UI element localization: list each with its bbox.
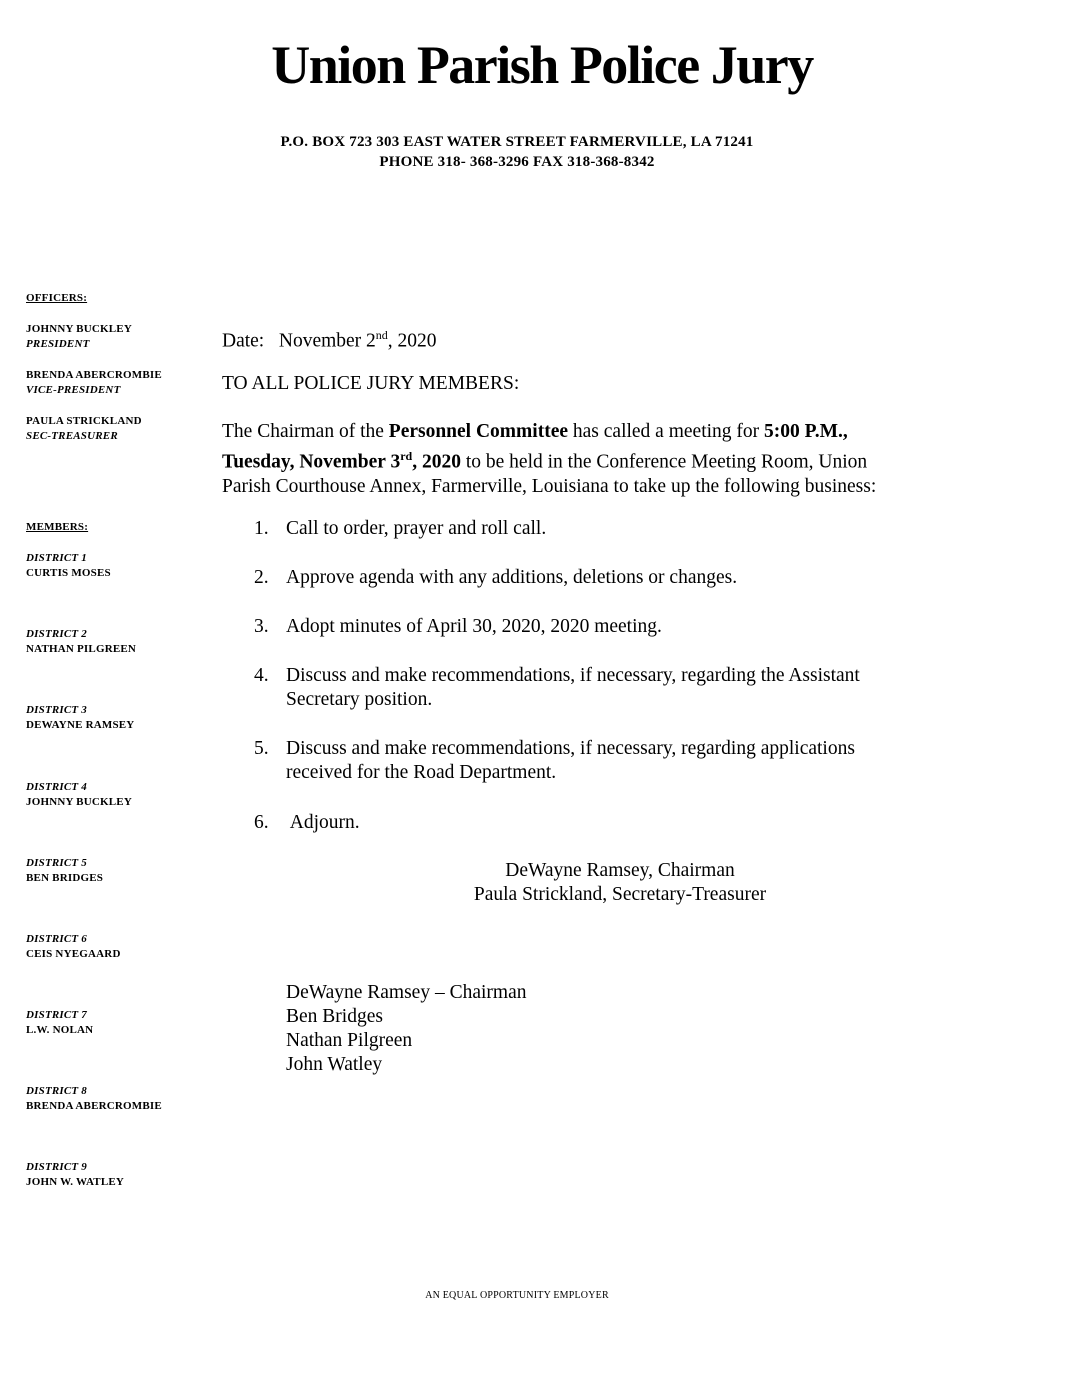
officer-entry [26,322,132,352]
date-year: , 2020 [387,330,437,352]
member-district: DISTRICT 5 [26,857,87,869]
officer-name: JOHNNY BUCKLEY [26,323,132,335]
member-entry [26,932,121,962]
page-title: Union Parish Police Jury [271,35,813,95]
members-heading: MEMBERS: [26,521,89,533]
intro-paragraph [222,420,1012,499]
committee-member: DeWayne Ramsey – Chairman [286,982,527,1003]
phone-line: PHONE 318- 368-3296 FAX 318-368-8342 [379,154,655,170]
member-entry [26,703,134,733]
member-name: BEN BRIDGES [26,872,104,884]
member-district: DISTRICT 2 [26,628,87,640]
officer-name: BRENDA ABERCROMBIE [26,369,162,381]
agenda-text: Discuss and make recommendations, if necessary, regarding the Assistant [286,665,860,686]
address-line: P.O. BOX 723 303 EAST WATER STREET FARMERVILLE, LA 71241 [280,134,754,150]
agenda-number: 6. [254,812,269,833]
member-entry [26,780,132,810]
agenda-text: Adopt minutes of April 30, 2020, 2020 meeting. [286,616,662,637]
intro-text: has called a meeting for [568,421,765,442]
agenda-number: 1. [254,518,269,539]
agenda-text: Discuss and make recommendations, if necessary, regarding applications [286,738,855,759]
member-name: CEIS NYEGAARD [26,948,121,960]
member-entry [26,551,111,581]
agenda-number: 4. [254,665,269,686]
member-name: JOHNNY BUCKLEY [26,796,132,808]
meeting-day-suffix: rd [400,449,413,463]
signature-chairman: DeWayne Ramsey, Chairman [505,860,735,881]
footer-text: AN EQUAL OPPORTUNITY EMPLOYER [425,1290,609,1301]
committee-member: Nathan Pilgreen [286,1030,413,1051]
agenda-text: Call to order, prayer and roll call. [286,518,547,539]
officer-role: PRESIDENT [26,338,90,350]
agenda-text: Approve agenda with any additions, deletions or changes. [286,567,738,588]
officer-role: VICE-PRESIDENT [26,384,121,396]
committee-member: John Watley [286,1054,383,1075]
meeting-year: , 2020 [412,451,461,473]
agenda-text: received for the Road Department. [286,762,557,783]
member-entry [26,1160,124,1190]
member-name: JOHN W. WATLEY [26,1176,125,1188]
intro-text: to be held in the Conference Meeting Room, Union [460,451,868,473]
member-name: DEWAYNE RAMSEY [26,719,135,731]
date-suffix: nd [375,328,388,342]
meeting-day: Tuesday, November 3 [222,451,401,473]
officers-heading: OFFICERS: [26,292,88,304]
member-district: DISTRICT 8 [26,1085,87,1097]
member-entry [26,627,136,657]
officer-name: PAULA STRICKLAND [26,415,142,427]
member-district: DISTRICT 1 [26,552,87,564]
agenda-text: Adjourn. [286,812,360,833]
salutation: TO ALL POLICE JURY MEMBERS: [222,373,520,394]
agenda-number: 2. [254,567,269,588]
member-district: DISTRICT 4 [26,781,87,793]
member-entry [26,1008,93,1038]
member-entry [26,856,103,886]
letter-date [222,323,437,354]
officer-entry [26,368,162,398]
member-name: L.W. NOLAN [26,1024,94,1036]
committee-member-list [286,981,526,1077]
agenda-number: 3. [254,616,269,637]
date-month-day: November 2 [278,330,376,352]
committee-name: Personnel Committee [388,421,569,442]
meeting-time: 5:00 P.M., [764,421,848,442]
member-name: BRENDA ABERCROMBIE [26,1100,162,1112]
agenda-text: Secretary position. [286,689,433,710]
date-label: Date: [222,330,265,352]
member-entry [26,1084,162,1114]
member-district: DISTRICT 9 [26,1161,87,1173]
member-district: DISTRICT 7 [26,1009,87,1021]
member-name: CURTIS MOSES [26,567,111,579]
committee-member: Ben Bridges [286,1006,383,1027]
member-district: DISTRICT 3 [26,704,87,716]
intro-text: Parish Courthouse Annex, Farmerville, Louisiana to take up the following business: [222,475,877,497]
agenda-number: 5. [254,738,269,759]
intro-text: The Chairman of the [222,421,389,442]
member-district: DISTRICT 6 [26,933,87,945]
officer-entry [26,414,142,444]
member-name: NATHAN PILGREEN [26,643,137,655]
officer-role: SEC-TREASURER [26,430,118,442]
signature-secretary: Paula Strickland, Secretary-Treasurer [473,884,767,905]
